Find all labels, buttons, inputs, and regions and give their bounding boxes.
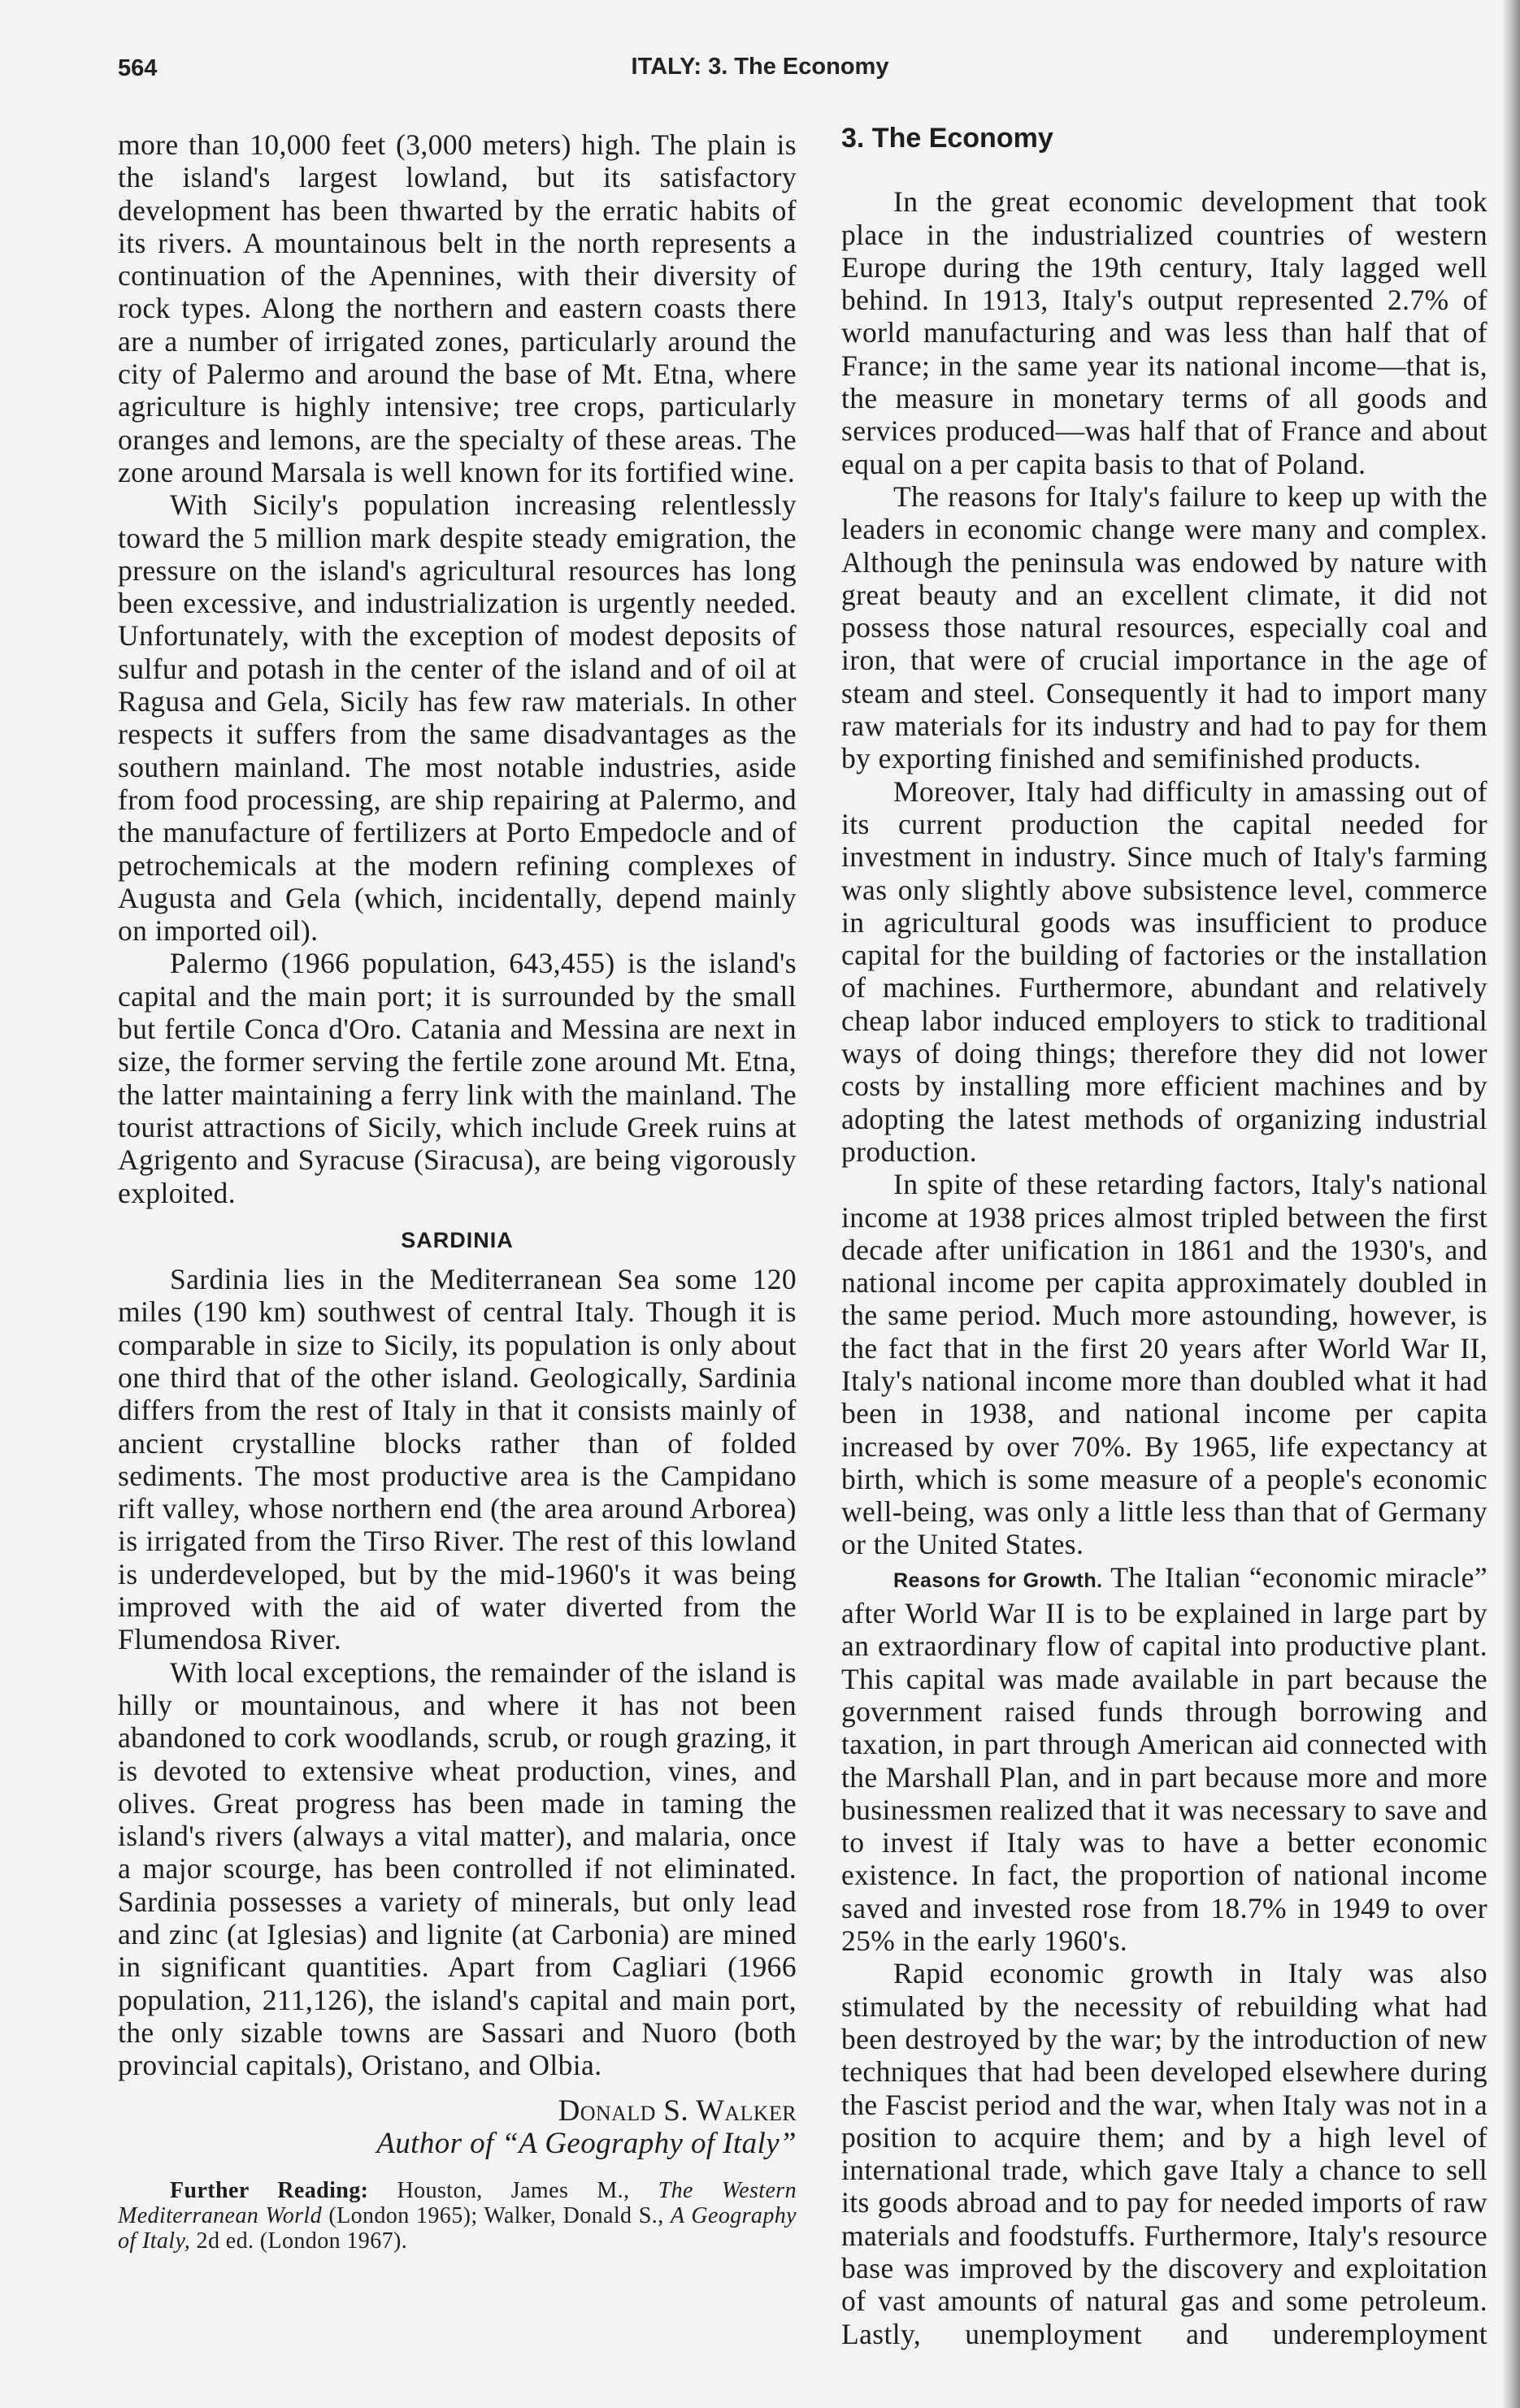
run-in-heading: Reasons for Growth. — [893, 1568, 1103, 1592]
paragraph: With Sicily's population increasing relentlessly toward the 5 million mark despite steady emigration, the pressure on the island's agricultural resources has long been excessive, and industrialization is urgently needed. Unfortunately, with the exception of modest deposits of sulfur and potash in the center of the island and of oil at Ragusa and Gela, Sicily has few raw materials. In other respects it suffers from the same disadvantages as the southern mainland. The most notable industries, aside from food processing, are ship repairing at Palermo, and the manufacture of fertilizers at Porto Empedocle and of petrochemicals at the modern refining complexes of Augusta and Gela (which, incidentally, depend mainly on imported oil). — [118, 488, 797, 948]
section-heading-sardinia: SARDINIA — [401, 1227, 514, 1252]
paragraph-text: The Italian “economic miracle” after World War II is to be explained in large part by an extraordinary flow of capital into productive plant. This capital was made available in part because the government raised funds through borrowing and taxation, in part through American aid connected with the Marshall Plan, and in part because more and more businessmen realized that it was necessary to save and to invest if Italy was to have a better economic existence. In fact, the proportion of national income saved and invested rose from 18.7% in 1949 to over 25% in the early 1960's. — [841, 1560, 1487, 1958]
reference-title: A Geography of Italy, — [118, 2203, 797, 2254]
paragraph: Rapid economic growth in Italy was also stimulated by the necessity of rebuilding what had been destroyed by the war; by the introduction of new techniques that had been developed elsewhere during the Fascist period and the war, when Italy was not in a position to acquire them; and by a high level of international trade, which gave Italy a chance to sell its goods abroad and to pay for needed imports of raw materials and foodstuffs. Furthermore, Italy's resource base was improved by the discovery and exploitation of vast amounts of natural gas and some petroleum. Lastly, unemployment and underemployment — [841, 1957, 1487, 2350]
page-edge-shadow — [1502, 0, 1520, 2408]
reference-text: Houston, James M., — [368, 2178, 658, 2204]
paragraph: more than 10,000 feet (3,000 meters) high. The plain is the island's largest lowland, but its satisfactory development has been thwarted by the erratic habits of its rivers. A mountainous belt in the north represents a continuation of the Apennines, with their diversity of rock types. Along the northern and eastern coasts there are a number of irrigated zones, particularly around the city of Palermo and around the base of Mt. Etna, where agriculture is highly intensive; tree crops, particularly oranges and lemons, are the specialty of these areas. The zone around Marsala is well known for its fortified wine. — [118, 128, 797, 488]
reference-text: (London 1965); Walker, Donald S., — [321, 2203, 671, 2229]
paragraph: With local exceptions, the remainder of the island is hilly or mountainous, and where it has not been abandoned to cork woodlands, scrub, or rough grazing, it is devoted to extensive wheat production, vines, and olives. Great progress has been made in taming the island's rivers (always a vital matter), and malaria, once a major scourge, has been controlled if not eliminated. Sardinia possesses a variety of minerals, but only lead and zinc (at Iglesias) and lignite (at Carbonia) are mined in significant quantities. Apart from Cagliari (1966 population, 211,126), the island's capital and main port, the only sizable towns are Sassari and Nuoro (both provincial capitals), Oristano, and Olbia. — [118, 1655, 797, 2082]
left-column — [118, 128, 797, 2254]
paragraph: Palermo (1966 population, 643,455) is the island's capital and the main port; it is surrounded by the small but fertile Conca d'Oro. Catania and Messina are next in size, the former serving the fertile zone around Mt. Etna, the latter maintaining a ferry link with the mainland. The tourist attractions of Sicily, which include Greek ruins at Agrigento and Syracuse (Siracusa), are being vigorously exploited. — [118, 947, 797, 1209]
chapter-heading: 3. The Economy — [841, 123, 1053, 154]
paragraph: The reasons for Italy's failure to keep up with the leaders in economic change were many and complex. Although the peninsula was endowed by nature with great beauty and an excellent climate, it did not possess those natural resources, especially coal and iron, that were of crucial importance in the age of steam and steel. Consequently it had to import many raw materials for its industry and had to pay for them by exporting finished and semifinished products. — [841, 479, 1487, 775]
further-reading-label: Further Reading: — [170, 2178, 369, 2204]
paragraph: Moreover, Italy had difficulty in amassing out of its current production the capital needed for investment in industry. Since much of Italy's farming was only slightly above subsistence level, commerce in agricultural goods was insufficient to produce capital for the building of factories or the installation of machines. Furthermore, abundant and relatively cheap labor induced employers to stick to traditional ways of doing things; therefore they did not lower costs by installing more efficient machines and by adopting the latest methods of organizing industrial production. — [841, 774, 1487, 1168]
author-credit: Author of “A Geography of Italy” — [376, 2126, 797, 2160]
paragraph-reasons-for-growth — [841, 1561, 1487, 1958]
reference-text: 2d ed. (London 1967). — [190, 2228, 408, 2254]
author-name: Donald S. Walker — [558, 2093, 797, 2128]
reference-title: The Western Mediterranean World — [118, 2178, 797, 2229]
right-column — [841, 122, 1487, 2350]
paragraph: Sardinia lies in the Mediterranean Sea some 120 miles (190 km) southwest of central Italy. Though it is comparable in size to Sicily, its population is only about one third that of the other island. Geologically, Sardinia differs from the rest of Italy in that it consists mainly of ancient crystalline blocks rather than of folded sediments. The most productive area is the Campidano rift valley, whose northern end (the area around Arborea) is irrigated from the Tirso River. The rest of this lowland is underdeveloped, but by the mid-1960's it was being improved with the aid of water diverted from the Flumendosa River. — [118, 1263, 797, 1656]
further-reading — [118, 2178, 797, 2254]
page-number: 564 — [118, 55, 158, 81]
paragraph: In the great economic development that took place in the industrialized countries of western Europe during the 19th century, Italy lagged well behind. In 1913, Italy's output represented 2.7% of world manufacturing and was less than half that of France; in the same year its national income—that is, the measure in monetary terms of all goods and services produced—was half that of France and about equal on a per capita basis to that of Poland. — [841, 185, 1487, 480]
running-head: ITALY: 3. The Economy — [631, 54, 889, 80]
paragraph: In spite of these retarding factors, Italy's national income at 1938 prices almost tripled between the first decade after unification in 1861 and the 1930's, and national income per capita approximately doubled in the same period. Much more astounding, however, is the fact that in the first 20 years after World War II, Italy's national income more than doubled what it had been in 1938, and national income per capita increased by over 70%. By 1965, life expectancy at birth, which is some measure of a people's economic well-being, was only a little less than that of Germany or the United States. — [841, 1168, 1487, 1561]
